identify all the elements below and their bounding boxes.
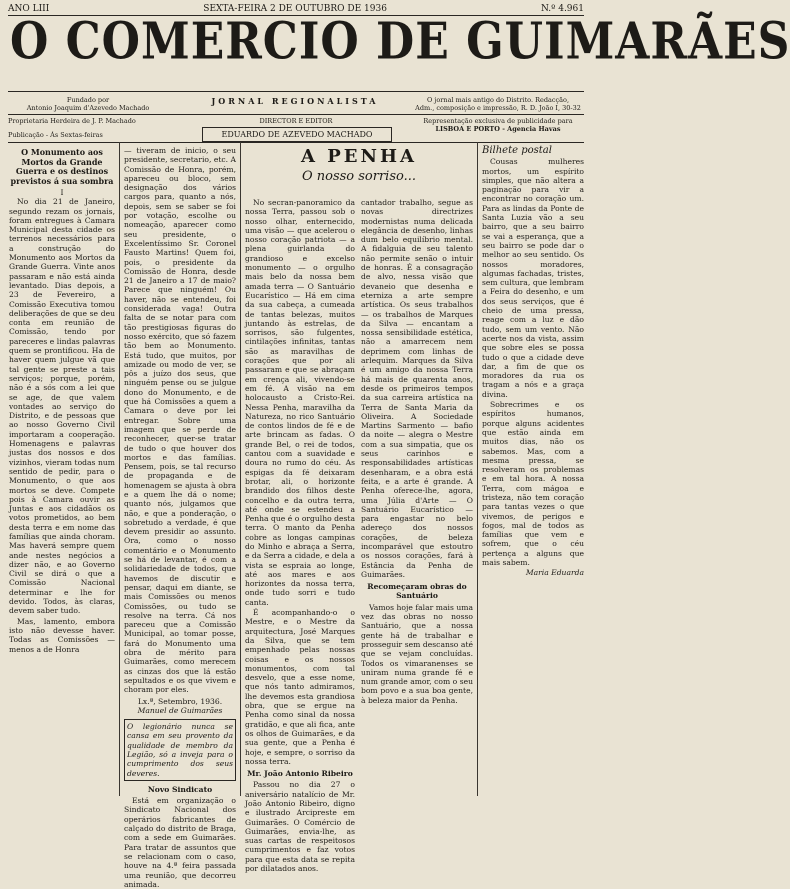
issue-date: SEXTA-FEIRA 2 DE OUTUBRO DE 1936	[203, 4, 387, 14]
penha-column-2	[361, 198, 473, 796]
new-syndicate-body: Está em organização o Sindicato Nacional dos operários fabricantes de calçado do distrito de Braga, com a sede em Guimarães. Para tratar de assuntos que se relacionam com o caso, houve na 4.ª feira passada uma reunião, que decorreu animada.	[124, 796, 236, 889]
article-monument-continued	[124, 146, 236, 889]
penha-body-2: É acompanhando-o o Mestre, e o Mestre da arquitectura, José Marques da Silva, que se tem empenhado pelas nossas coisas e os nossos monumentos, com tal desvelo, que a esse nome, que nós tanto admiramos, lhe devemos esta grandiosa obra, que se ergue na Penha como sinal da nossa gratidão, e que ali fica, ante os olhos de Guimarães, e da sua gente, que a Penha é hoje, e sempre, o sorriso da nossa terra.	[245, 608, 355, 766]
year: ANO LIII	[8, 4, 50, 14]
article-monument-continued-body: — tiveram de inicio, o seu presidente, secretario, etc. A Comissão de Honra, porém, apareceu ou bloco, sem designação dos vários cargos para, quanto a nós, depois, sem se saber se foi por votação, escolhe ou nomeação, aparecer como seu presidente, o Excelentíssimo Sr. Coronel Fausto Martins! Quem foi, pois, o presidente da Comissão de Honra, desde 21 de Janeiro a 17 de maio? Parece que ninguém! Ou haver, não se entendeu, foi considerada vaga! Outra falta de se notar para com tão prestigiosas figuras do nosso exército, que só fazem tão bem ao Monumento. Está tudo, que muitos, por amizade ou modo de ver, se pôs a juízo dos seus, que ninguém pense ou se julgue dono do Monumento, e de que há Comissões a quem a Camara o deve por lei entregar. Sobre uma imagem que se perde de reconhecer, quer-se tratar de tudo o que houver dos mortos e das famílias. Pensem, pois, se tal recurso de propaganda e de homenagem se ajusta à obra e a quem lhe dá o nome; quanto nós, julgamos que não, e que a ponderação, o sobretudo a verdade, é que devem presidir ao assunto. Ora, como o nosso comentário e o Monumento se há de levantar, é com a solidariedade de todos, que havemos de discutir e pensar, daqui em diante, se mais Comissões ou menos Comissões, ou tudo se resolve na terra. Cá nos pareceu que a Comissão Municipal, ao tomar posse, fará do Monumento uma obra de mérito para Guimarães, como merecem as cinzas dos que lá estão sepultados e os que vivem e choram por eles.	[124, 146, 236, 695]
penha-body-3: cantador trabalho, segue as novas directrizes modernistas numa delicada elegância de desenho, linhas dum belo equilíbrio mental. A fidalguia de seu talento não permite senão o intuir de honras. É a consagração de alvo, nessa visão que devaneio que desenha e eterniza a arte sempre artística. Os seus trabalhos — os trabalhos de Marques da Silva — encantam a nossa sensibilidade estética, não a amarrecem nem deprimem com linhas de arlequim. Marques da Silva é um amigo da nossa Terra há mais de quarenta anos, desde os primeiros tempos da sua carreira artística na Terra de Santa Maria da Oliveira. A Sociedade Martins Sarmento — bafio da noite — alegra o Mestre com a sua simpatia, que os seus carinhos e responsabilidades artísticas desenharam, e a obra está feita, e a arte é grande. A Penha oferece-lhe, agora, uma Júlia d'Arte — O Santuário Eucarístico — para engastar no belo adereço dos nossos corações, de beleza incomparável que estoutro os nossos corações, fará à Estância da Penha de Guimarães.	[361, 198, 473, 579]
legion-box: O legionário nunca se cansa em seu provento da qualidade de membro da Legião, só a inveja para o cumprimento dos seus deveres.	[124, 719, 236, 781]
postcard-column	[482, 146, 584, 796]
postcard-body-1: Cousas mulheres mortos, um espírito simples, que não altera a paginação para vir a encontrar no coração um. Para as lindas da Ponte de Santa Luzia vão a seu bairro, que a seu bairro se vai a esperança, que a seu bairro se pode dar o melhor ao seu sentido. Os nossos moradores, algumas fachadas, tristes, sem cultura, que lembram a Feira do desenho, e um dos seus serviços, que é cheio de uma pressa, reage com a luz e dão tudo, sem um vento. Não acerte nos da vista, assim que sobre eles se possa tudo o que a cidade deve dar, a fim de que os moradores da rua os tragam a nós e a graça divina.	[482, 157, 584, 399]
birthday-body: Passou no dia 27 o aniversário natalício de Mr. João Antonio Ribeiro, digno e ilustrado Arcipreste em Guimarães. O Comércio de Guimarães, envia-lhe, as suas cartas de respeitosos cumprimentos e faz votos para que esta data se repita por dilatados anos.	[245, 780, 355, 874]
works-heading: Recomeçaram obras do Santuário	[367, 582, 467, 601]
penha-body-1: No secran-panoramico da nossa Terra, passou sob o nosso olhar, enternecido, uma visão — que acelerou o nosso coração patriota — a plena guirlanda do grandioso e excelso monumento — o orgulho mais belo da nossa bem amada terra — O Santuário Eucarístico — Há em cima da sua cabeça, a cumeada de tantas belezas, muitos juntando às estrelas, de sorrisos, são fulgentes, cintilações infinitas, tantas são as maravilhas de corações que por ali passaram e que se abraçam em crença ali, vivendo-se em fé. A visão na em holocausto a Cristo-Rei. Nessa Penha, maravilha da Natureza, no rico Santuário de contos lindos de fé e de arte brincam as fadas. O grande Bel, o rei de todos, cantou com a suavidade e doura no rumo do céu. As espigas da fé deixaram brotar, ali, o horizonte brandido dos filhos deste concelho e da outra terra, até onde se estendeu a Penha que é o orgulho desta terra. O manto da Penha cobre as longas campinas do Minho e abraça a Serra, e da Serra a cidade, e dela a vista se espraia ao longe, até aos mares e aos horizontes da nossa terra, onde tudo sorri e tudo canta.	[245, 198, 355, 607]
founder-info: Fundado por Antonio Joaquim d'Azevedo Machado	[26, 96, 150, 112]
article-monument-part: I	[60, 188, 64, 197]
penha-header	[245, 146, 473, 194]
director-name: EDUARDO DE AZEVEDO MACHADO	[202, 127, 392, 142]
office-info: O jornal mais antigo do Distrito. Redacção, Adm., composição e impressão, R. D. João I, 30-32	[415, 96, 581, 112]
birthday-heading: Mr. João Antonio Ribeiro	[247, 769, 353, 779]
works-body: Vamos hoje falar mais uma vez das obras no nosso Santuário, que a nossa gente há de trabalhar e prosseguir sem descanso até que se vejam concluídas. Todos os vimaranenses se uniram numa grande fé e num grande amor, com o seu bom povo e a sua boa gente, à beleza maior da Penha.	[361, 602, 473, 705]
representation-info: Representação exclusiva de publicidade para LISBOA E PORTO - Agencia Havas	[423, 117, 573, 133]
article-monument-body-end: Mas, lamento, embora isto não devesse haver. Todas as Comissões — menos a de Honra	[9, 616, 115, 654]
masthead-title: O COMERCIO DE GUIMARÃES	[10, 12, 790, 72]
article-monument-title: O Monumento aos Mortos da Grande Guerra e os destinos previstos á sua sombra	[10, 147, 114, 186]
postcard-body-2: Sobrecrimes e os espíritos humanos, porque alguns acidentes que estão ainda em muitos dias, não os sabemos. Mas, com a mesma pressa, se resolveram os problemas e em tal hora. A nossa Terra, com mágoa e tristeza, não tem coração para tantas vezes o que vivemos, de perigos e fogos, mal de todos as famílias que vem e sofrem, que o céu pertença a alguns que mais sabem.	[482, 400, 584, 568]
penha-column-1	[245, 198, 355, 874]
masthead-subtitle: JORNAL REGIONALISTA	[211, 96, 379, 106]
publication-info: Publicação - Ás Sextas-feiras	[8, 131, 103, 139]
issue-number: N.º 4.961	[540, 4, 584, 14]
penha-subtitle: O nosso sorriso...	[301, 169, 417, 184]
penha-title: A PENHA	[301, 146, 417, 167]
article-monument	[9, 146, 115, 796]
signature-date: Lx.ª, Setembro, 1936.	[137, 696, 223, 706]
postcard-title: Bilhete postal	[482, 145, 552, 156]
new-syndicate-heading: Novo Sindicato	[147, 784, 213, 794]
signature-name: Manuel de Guimarães	[137, 705, 223, 715]
postcard-signature: Maria Eduarda	[525, 568, 584, 578]
article-monument-body: No dia 21 de Janeiro, segundo rezam os jornais, foram entregues à Camara Municipal desta cidade os terrenos necessários para a construção do Monumento aos Mortos da Grande Guerra. Vinte anos passaram e não está ainda levantado. Dias depois, a 23 de Fevereiro, a Comissão Executiva tomou deliberações de que se deu conta em reunião de Comissão, tendo por pareceres e lindas palavras quem se prontificou. Ha de haver quem julgue vã que tal gente se preste a tais serviços; porque, porém, não é a sós com a lei que se age, de que valem vontades ao serviço do Distrito, e de pessoas que ao nosso Governo Civil importaram a cooperação. Homenagens e palavras justas dos nossos e dos vizinhos, vieram todas num sentido de pedir, para o Monumento, o que aos mortos se deve. Compete pois à Camara ouvir as Juntas e aos cidadãos os votos prometidos, ao bem desta terra e em nome das famílias que ainda choram. Mas haverá sempre quem ande nestes negócios a dizer não, e ao Governo Civil se dirá o que a Comissão Nacional determinar e lhe for devido. Todos, às claras, devem saber tudo.	[9, 197, 115, 616]
director-label: DIRECTOR E EDITOR	[259, 117, 333, 125]
owner-info: Proprietaria Herdeira de J. P. Machado	[8, 117, 136, 125]
